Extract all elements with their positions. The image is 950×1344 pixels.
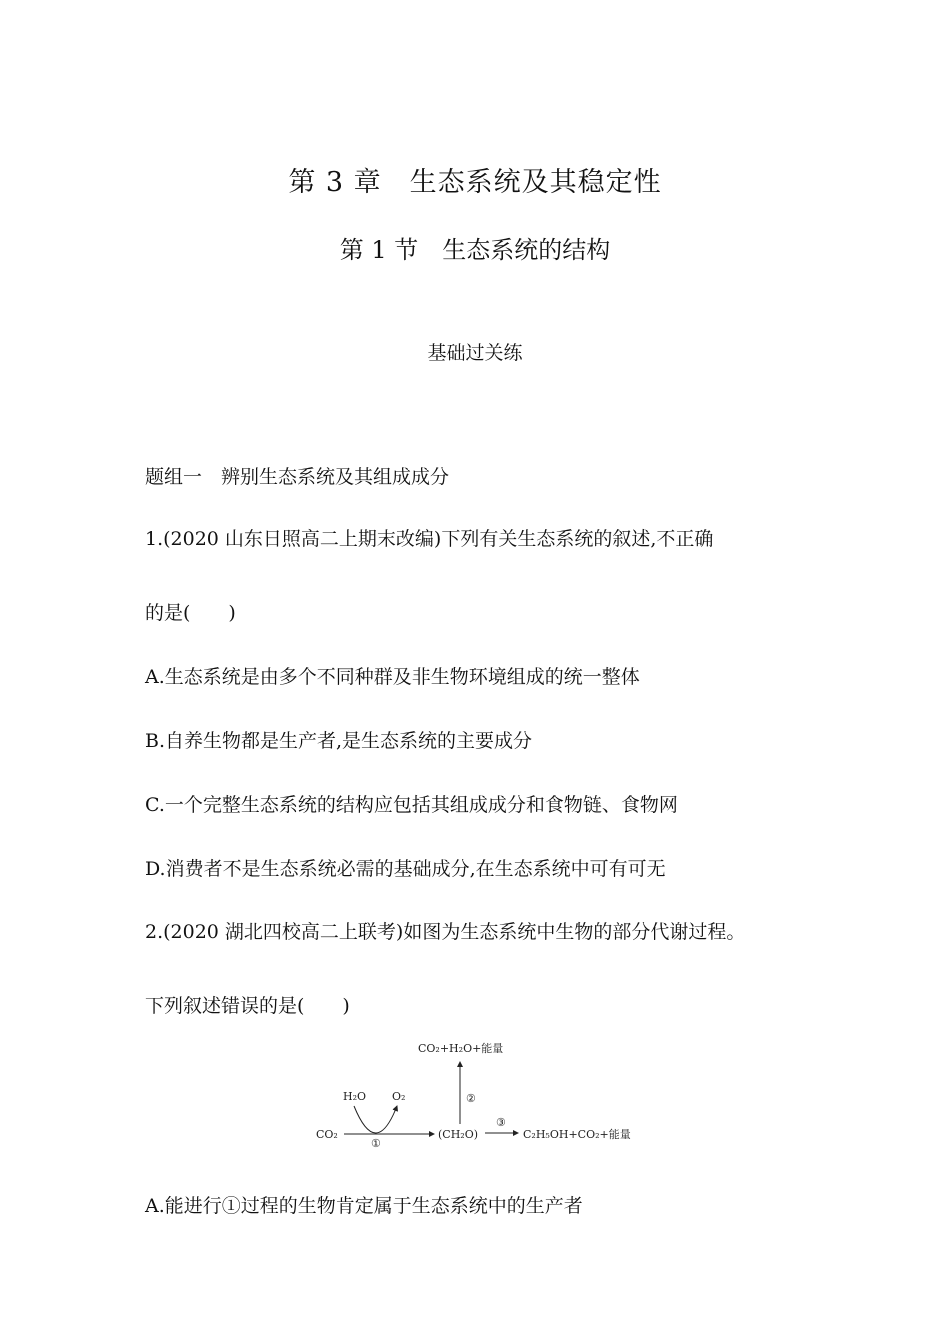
question-1-option-c: C.一个完整生态系统的结构应包括其组成成分和食物链、食物网: [145, 794, 678, 816]
diagram-h2o-label: H₂O: [343, 1090, 367, 1103]
practice-title: 基础过关练: [427, 342, 523, 364]
question-1-stem-line-1: 1.(2020 山东日照高二上期末改编)下列有关生态系统的叙述,不正确: [145, 528, 714, 550]
question-2-stem-line-2: 下列叙述错误的是( ): [145, 995, 350, 1017]
diagram-right-label: C₂H₅OH+CO₂+能量: [523, 1128, 631, 1141]
chapter-title: 第 3 章 生态系统及其稳定性: [288, 167, 662, 198]
diagram-ch2o-label: (CH₂O): [438, 1128, 479, 1141]
diagram-top-label: CO₂+H₂O+能量: [418, 1042, 504, 1055]
step-3-label: ③: [496, 1116, 506, 1129]
diagram-co2-label: CO₂: [316, 1128, 338, 1141]
diagram-o2-label: O₂: [392, 1090, 406, 1103]
question-1-stem-line-2: 的是( ): [145, 602, 236, 624]
section-title: 第 1 节 生态系统的结构: [339, 236, 611, 264]
question-1-option-b: B.自养生物都是生产者,是生态系统的主要成分: [145, 730, 533, 752]
question-2-option-a: A.能进行①过程的生物肯定属于生态系统中的生产者: [145, 1195, 583, 1217]
question-group-heading: 题组一 辨别生态系统及其组成成分: [145, 466, 450, 488]
question-2-stem-line-1: 2.(2020 湖北四校高二上联考)如图为生态系统中生物的部分代谢过程。: [145, 921, 746, 943]
question-1-option-d: D.消费者不是生态系统必需的基础成分,在生态系统中可有可无: [145, 858, 666, 880]
question-1-option-a: A.生态系统是由多个不同种群及非生物环境组成的统一整体: [145, 666, 640, 688]
curve-arrow-h2o-o2: [354, 1106, 397, 1133]
step-1-label: ①: [371, 1137, 381, 1150]
metabolism-diagram: [300, 1030, 660, 1160]
step-2-label: ②: [466, 1092, 476, 1105]
